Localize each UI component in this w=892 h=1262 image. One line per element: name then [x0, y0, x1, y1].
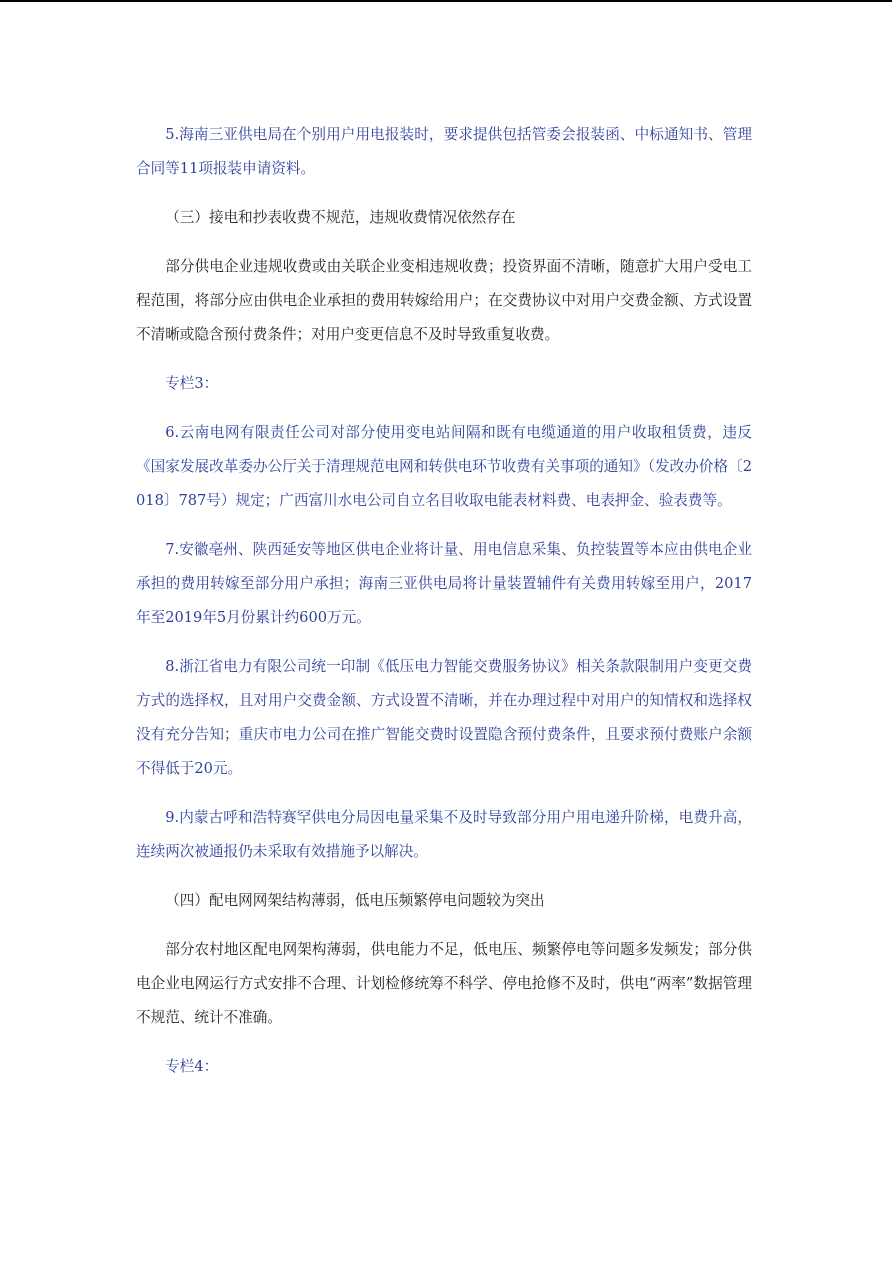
case-paragraph-9: 9.内蒙古呼和浩特赛罕供电分局因电量采集不及时导致部分用户用电递升阶梯，电费升高，连续两次被通报仍未采取有效措施予以解决。: [136, 809, 752, 860]
section-heading-4: （四）配电网网架结构薄弱，低电压频繁停电问题较为突出: [165, 892, 545, 909]
document-body: [136, 118, 752, 1099]
case-paragraph-8: 8.浙江省电力有限公司统一印制《低压电力智能交费服务协议》相关条款限制用户变更交费方式的选择权，且对用户交费金额、方式设置不清晰，并在办理过程中对用户的知情权和选择权没有充分告知；重庆市电力公司在推广智能交费时设置隐含预付费条件，且要求预付费账户余额不得低于20元。: [136, 658, 752, 777]
section-heading-3: （三）接电和抄表收费不规范，违规收费情况依然存在: [165, 209, 516, 226]
column-label-3: 专栏3：: [165, 375, 219, 392]
body-paragraph-grid: 部分农村地区配电网架构薄弱，供电能力不足，低电压、频繁停电等问题多发频发；部分供电企业电网运行方式安排不合理、计划检修统筹不科学、停电抢修不及时，供电“两率”数据管理不规范、统计不准确。: [136, 941, 752, 1026]
case-paragraph-7: 7.安徽亳州、陕西延安等地区供电企业将计量、用电信息采集、负控装置等本应由供电企业承担的费用转嫁至部分用户承担；海南三亚供电局将计量装置辅件有关费用转嫁至用户，2017年至2019年5月份累计约600万元。: [136, 541, 752, 626]
column-label-4: 专栏4：: [165, 1058, 219, 1075]
case-paragraph-6: 6.云南电网有限责任公司对部分使用变电站间隔和既有电缆通道的用户收取租赁费，违反《国家发展改革委办公厅关于清理规范电网和转供电环节收费有关事项的通知》（发改办价格〔2018〕787号）规定；广西富川水电公司自立名目收取电能表材料费、电表押金、验表费等。: [136, 424, 752, 509]
case-paragraph-5: 5.海南三亚供电局在个别用户用电报装时，要求提供包括管委会报装函、中标通知书、管理合同等11项报装申请资料。: [136, 126, 752, 177]
body-paragraph-fees: 部分供电企业违规收费或由关联企业变相违规收费；投资界面不清晰，随意扩大用户受电工程范围，将部分应由供电企业承担的费用转嫁给用户；在交费协议中对用户交费金额、方式设置不清晰或隐含预付费条件；对用户变更信息不及时导致重复收费。: [136, 258, 752, 343]
